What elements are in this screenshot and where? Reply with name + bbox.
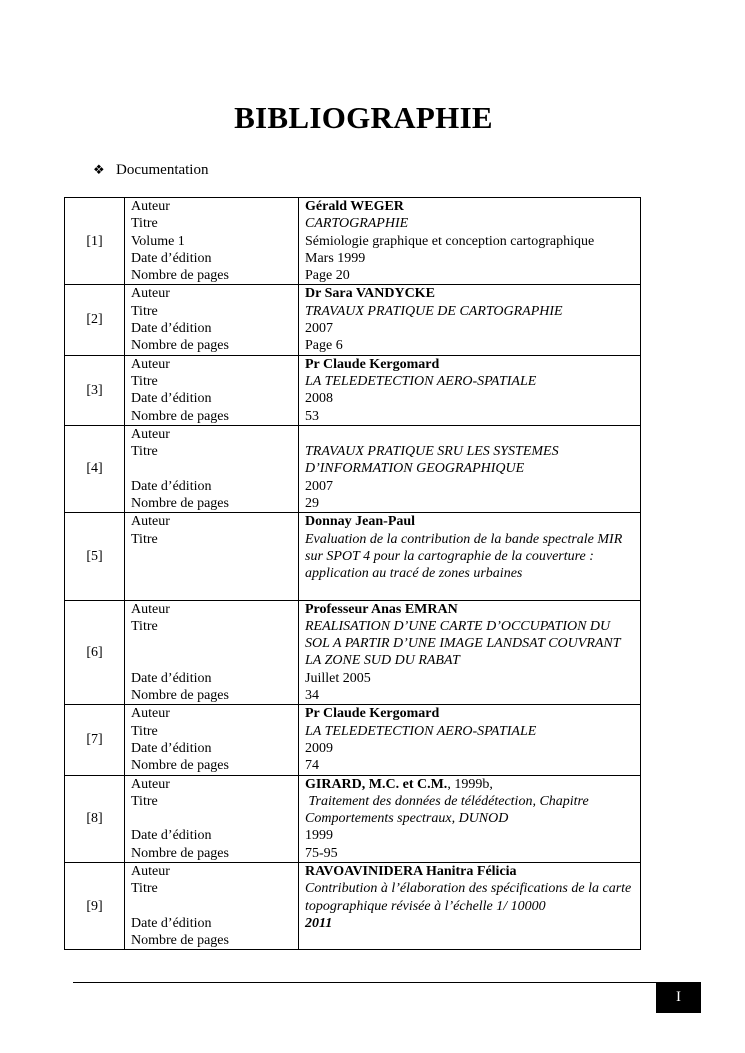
value-date: Mars 1999 xyxy=(305,250,366,266)
value-pages: Page 20 xyxy=(305,268,350,284)
value-pages: 29 xyxy=(305,496,319,512)
entry-labels xyxy=(125,862,299,949)
page-number: I xyxy=(656,982,701,1013)
label-date: Date d’édition xyxy=(131,828,212,844)
entry-labels xyxy=(125,600,299,705)
value-author-name: GIRARD, M.C. et C.M. xyxy=(305,776,448,792)
value-date: 1999 xyxy=(305,828,333,844)
table-row xyxy=(65,862,641,949)
label-date: Date d’édition xyxy=(131,321,212,337)
label-auteur: Auteur xyxy=(131,356,170,372)
entry-number: [4] xyxy=(65,425,125,512)
label-spacer xyxy=(131,810,298,827)
label-volume: Volume 1 xyxy=(131,233,185,249)
label-titre: Titre xyxy=(131,216,158,232)
label-pages: Nombre de pages xyxy=(131,268,229,284)
value-author-year: , 1999b, xyxy=(447,776,493,792)
label-titre: Titre xyxy=(131,303,158,319)
label-titre: Titre xyxy=(131,444,158,460)
entry-values xyxy=(299,775,641,862)
value-title: CARTOGRAPHIE xyxy=(305,216,409,232)
label-titre: Titre xyxy=(131,723,158,739)
label-date: Date d’édition xyxy=(131,391,212,407)
label-auteur: Auteur xyxy=(131,286,170,302)
entry-labels xyxy=(125,198,299,285)
entry-number: [7] xyxy=(65,705,125,775)
label-pages: Nombre de pages xyxy=(131,933,229,949)
table-row xyxy=(65,600,641,705)
entry-values xyxy=(299,705,641,775)
value-date: 2008 xyxy=(305,391,333,407)
label-date: Date d’édition xyxy=(131,478,212,494)
entry-number: [9] xyxy=(65,862,125,949)
entry-number: [6] xyxy=(65,600,125,705)
label-auteur: Auteur xyxy=(131,706,170,722)
entry-number: [3] xyxy=(65,355,125,425)
value-title: TRAVAUX PRATIQUE DE CARTOGRAPHIE xyxy=(305,303,563,319)
value-author xyxy=(305,426,636,443)
table-row xyxy=(65,775,641,862)
table-row xyxy=(65,425,641,512)
value-title: Evaluation de la contribution de la bande spectrale MIR sur SPOT 4 pour la cartographie de la couverture : application au tracé de zones urbaines xyxy=(305,531,623,582)
label-spacer xyxy=(131,460,298,477)
value-title: LA TELEDETECTION AERO-SPATIALE xyxy=(305,723,537,739)
value-date: 2007 xyxy=(305,321,333,337)
entry-labels xyxy=(125,705,299,775)
label-spacer xyxy=(131,635,298,652)
section-heading xyxy=(93,161,208,179)
entry-values xyxy=(299,862,641,949)
label-pages: Nombre de pages xyxy=(131,845,229,861)
label-date: Date d’édition xyxy=(131,250,212,266)
entry-values xyxy=(299,425,641,512)
table-row xyxy=(65,355,641,425)
value-author: Donnay Jean-Paul xyxy=(305,514,416,530)
value-date: 2007 xyxy=(305,478,333,494)
value-volume: Sémiologie graphique et conception cartographique xyxy=(305,233,595,249)
entry-values xyxy=(299,513,641,600)
value-title: Contribution à l’élaboration des spécifications de la carte topographique révisée à l’échelle 1/ 10000 xyxy=(305,881,632,914)
value-author: Professeur Anas EMRAN xyxy=(305,601,458,617)
value-author: Pr Claude Kergomard xyxy=(305,356,440,372)
label-pages: Nombre de pages xyxy=(131,408,229,424)
entry-labels xyxy=(125,285,299,355)
label-auteur: Auteur xyxy=(131,601,170,617)
table-row xyxy=(65,705,641,775)
label-auteur: Auteur xyxy=(131,199,170,214)
value-title: REALISATION D’UNE CARTE D’OCCUPATION DU SOL A PARTIR D’UNE IMAGE LANDSAT COUVRANT LA ZONE SUD DU RABAT xyxy=(305,618,621,669)
value-author: RAVOAVINIDERA Hanitra Félicia xyxy=(305,863,517,879)
label-date: Date d’édition xyxy=(131,915,212,931)
value-title: TRAVAUX PRATIQUE SRU LES SYSTEMES D’INFORMATION GEOGRAPHIQUE xyxy=(305,444,559,477)
value-pages: 75-95 xyxy=(305,845,338,861)
value-pages: 53 xyxy=(305,408,319,424)
entry-values xyxy=(299,355,641,425)
value-date: Juillet 2005 xyxy=(305,670,371,686)
entry-values xyxy=(299,198,641,285)
label-date: Date d’édition xyxy=(131,740,212,756)
label-date: Date d’édition xyxy=(131,670,212,686)
label-auteur: Auteur xyxy=(131,776,170,792)
label-titre: Titre xyxy=(131,531,158,547)
entry-labels xyxy=(125,425,299,512)
page-title: BIBLIOGRAPHIE xyxy=(234,100,493,135)
table-row xyxy=(65,513,641,600)
label-pages: Nombre de pages xyxy=(131,338,229,354)
entry-values xyxy=(299,600,641,705)
label-titre: Titre xyxy=(131,793,158,809)
value-pages: Page 6 xyxy=(305,338,343,354)
entry-number: [1] xyxy=(65,198,125,285)
entry-labels xyxy=(125,355,299,425)
label-pages: Nombre de pages xyxy=(131,688,229,704)
label-spacer xyxy=(131,898,298,915)
table-row xyxy=(65,285,641,355)
value-title: LA TELEDETECTION AERO-SPATIALE xyxy=(305,373,537,389)
value-author: Dr Sara VANDYCKE xyxy=(305,286,435,302)
label-pages: Nombre de pages xyxy=(131,758,229,774)
section-label: Documentation xyxy=(116,162,209,178)
value-author: Gérald WEGER xyxy=(305,199,404,214)
label-pages: Nombre de pages xyxy=(131,496,229,512)
value-author xyxy=(305,776,636,793)
label-auteur: Auteur xyxy=(131,863,170,879)
value-author: Pr Claude Kergomard xyxy=(305,706,440,722)
entry-values xyxy=(299,285,641,355)
bibliography-table xyxy=(64,197,641,950)
value-pages: 74 xyxy=(305,758,319,774)
label-titre: Titre xyxy=(131,618,158,634)
entry-number: [8] xyxy=(65,775,125,862)
footer-divider xyxy=(73,982,656,983)
entry-number: [5] xyxy=(65,513,125,600)
entry-labels xyxy=(125,775,299,862)
label-auteur: Auteur xyxy=(131,514,170,530)
label-spacer xyxy=(131,652,298,669)
entry-labels xyxy=(125,513,299,600)
value-title: Traitement des données de télédétection, Chapitre Comportements spectraux, DUNOD xyxy=(305,793,593,827)
diamond-bullet-icon: ❖ xyxy=(93,162,105,177)
value-pages xyxy=(305,932,636,949)
label-titre: Titre xyxy=(131,881,158,897)
value-pages: 34 xyxy=(305,688,319,704)
label-auteur: Auteur xyxy=(131,426,170,442)
label-titre: Titre xyxy=(131,373,158,389)
value-date: 2009 xyxy=(305,740,333,756)
value-date: 2011 xyxy=(305,915,333,931)
entry-number: [2] xyxy=(65,285,125,355)
table-row xyxy=(65,198,641,285)
